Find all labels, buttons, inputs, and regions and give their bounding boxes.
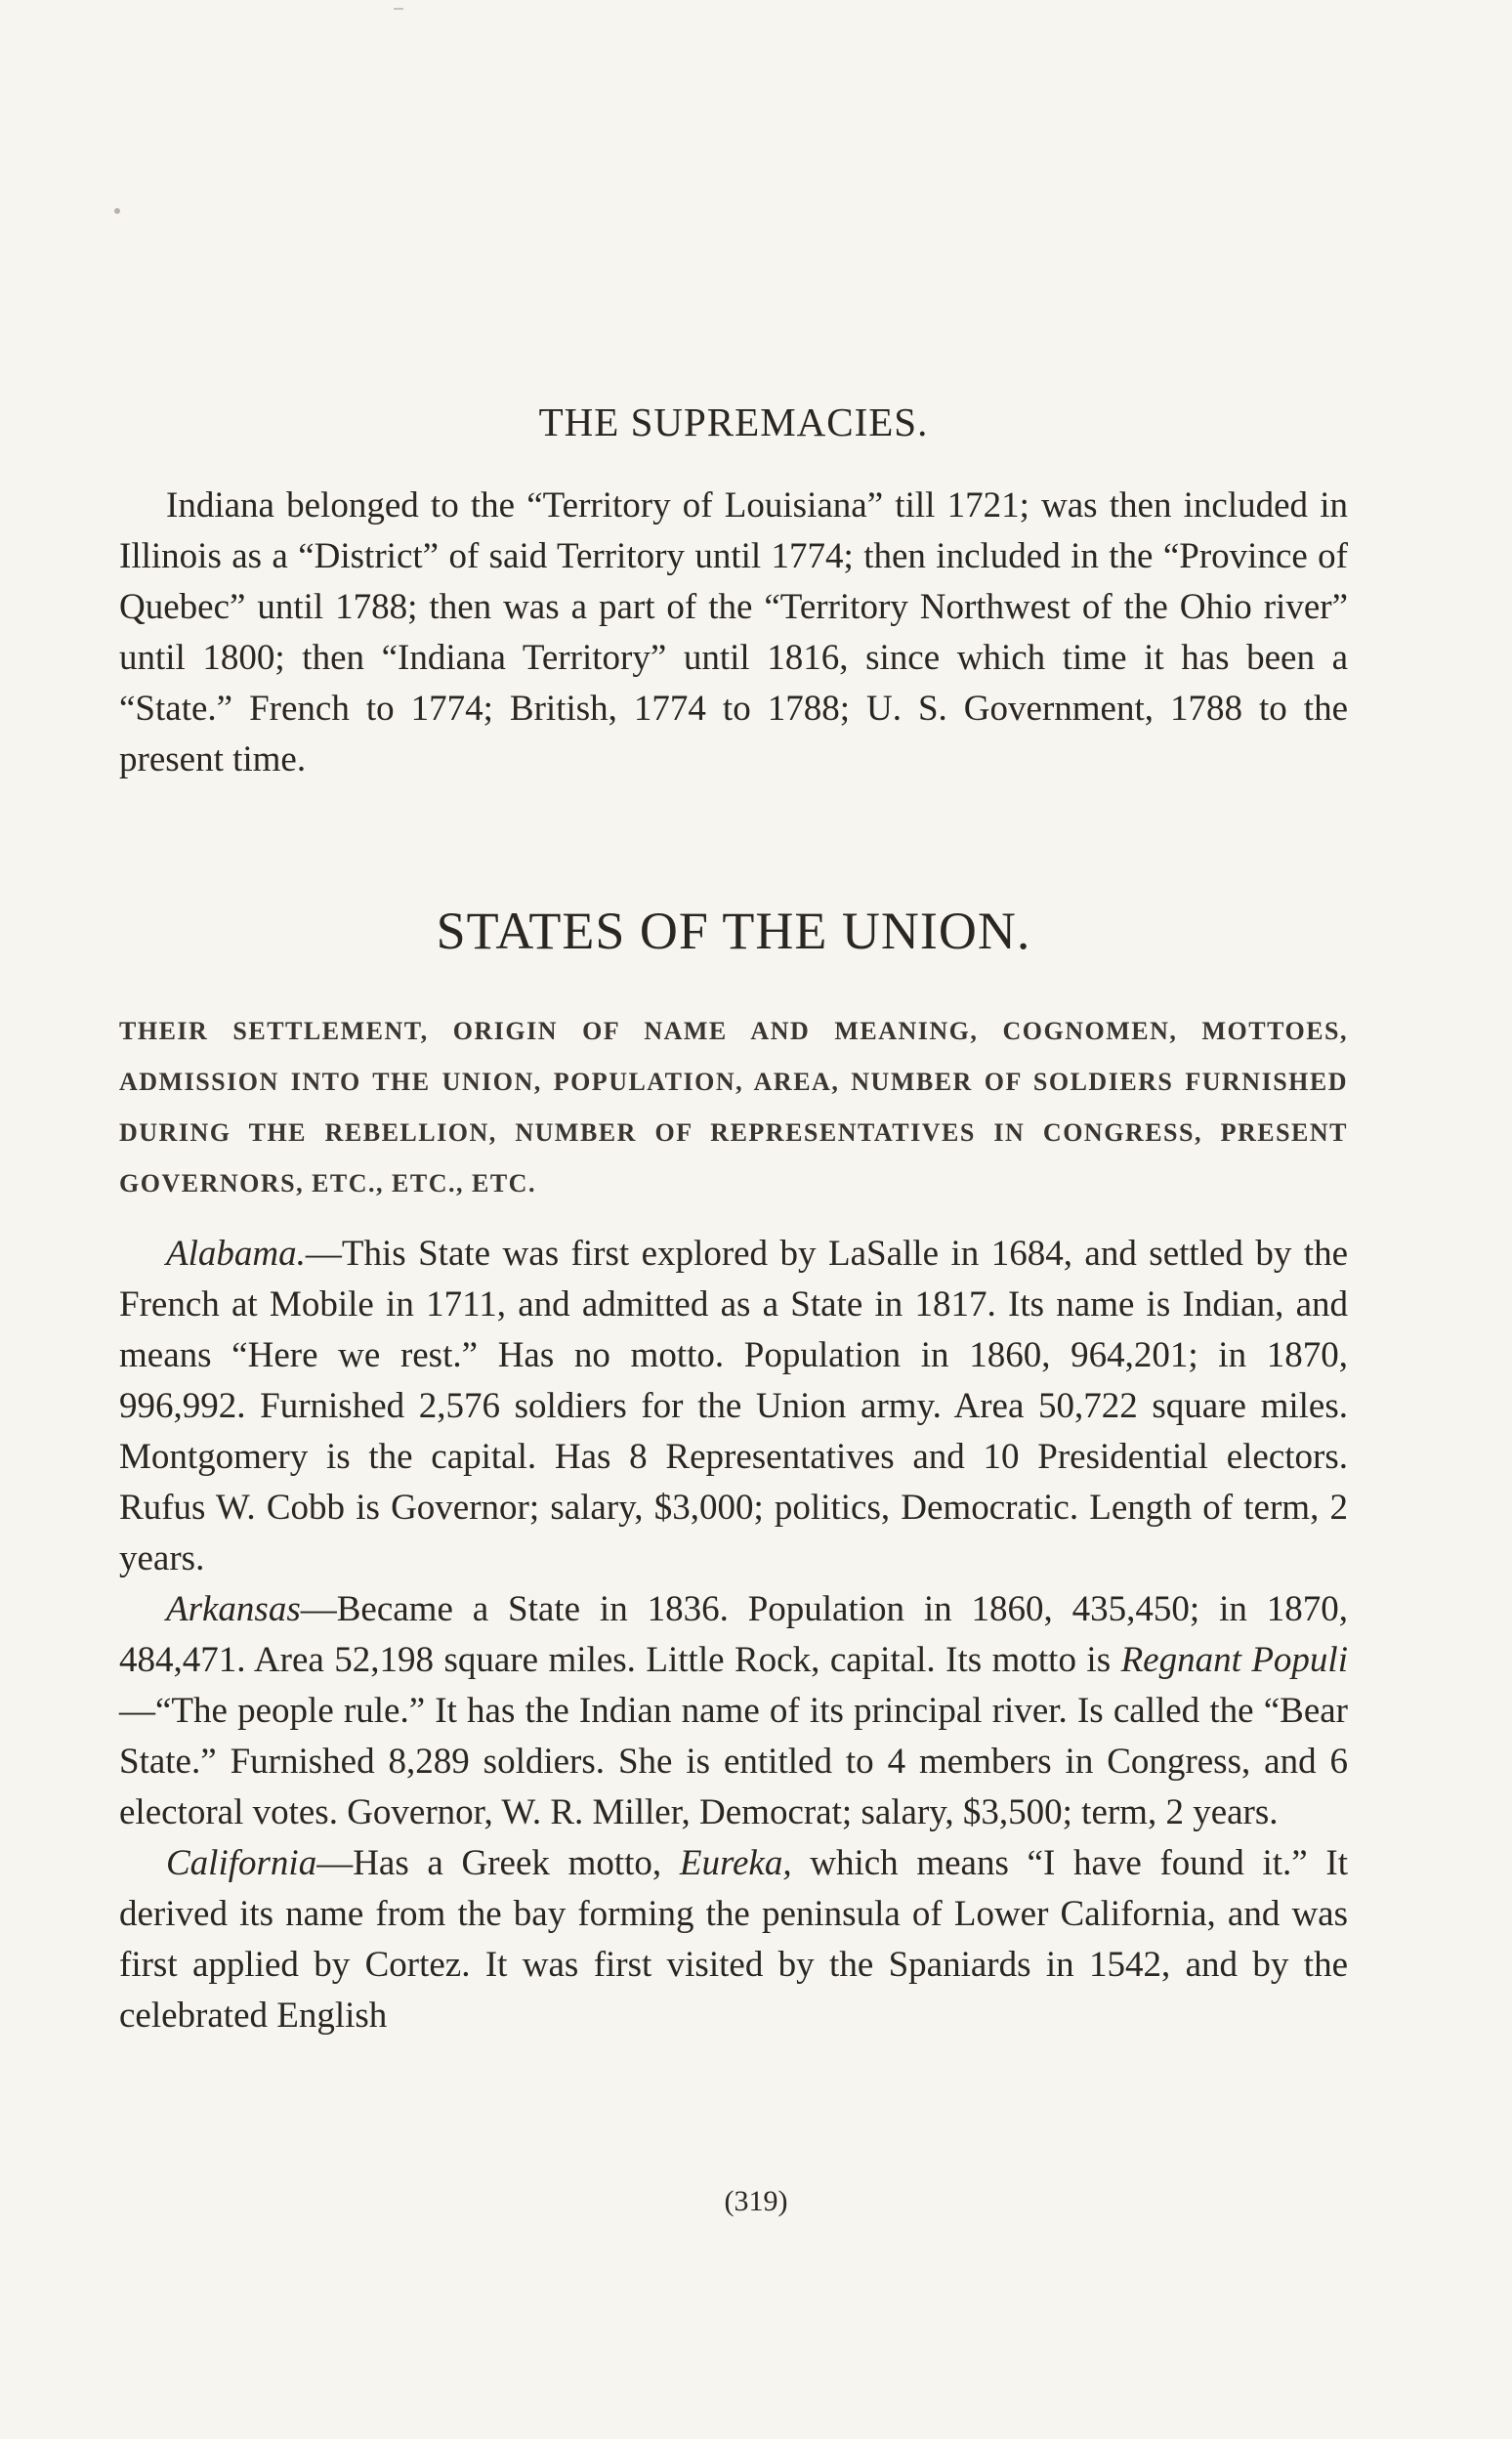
entry-motto: Eureka,: [679, 1843, 792, 1883]
entry-arkansas: [119, 1584, 1348, 1838]
entry-name: Arkansas: [166, 1589, 301, 1629]
entry-motto: Regnant Populi: [1120, 1640, 1348, 1680]
entry-text: —Has a Greek motto,: [316, 1843, 680, 1883]
entry-text: —“The people rule.” It has the Indian name of its principal river. Is called the “Bear State.” Furnished 8,289 soldiers. She is entitled to 4 members in Congress, and 6 electoral votes. Governor, W. R. Miller, Democrat; salary, $3,500; term, 2 years.: [119, 1691, 1348, 1832]
entry-name: Alabama.: [166, 1234, 306, 1274]
page-title: THE SUPREMACIES.: [538, 399, 929, 444]
entries: [119, 1229, 1348, 2041]
intro-paragraph: Indiana belonged to the “Territory of Louisiana” till 1721; was then included in Illinois as a “District” of said Territory until 1774; then included in the “Province of Quebec” until 1788; then was a part of the “Territory Northwest of the Ohio river” until 1800; then “Indiana Territory” until 1816, since which time it has been a “State.” French to 1774; British, 1774 to 1788; U. S. Government, 1788 to the present time.: [119, 485, 1348, 779]
entry-california: [119, 1838, 1348, 2041]
entry-text: —This State was first explored by LaSalle in 1684, and settled by the French at Mobile in 1711, and admitted as a State in 1817. Its name is Indian, and means “Here we rest.” Has no motto. Population in 1860, 964,201; in 1870, 996,992. Furnished 2,576 soldiers for the Union army. Area 50,722 square miles. Montgomery is the capital. Has 8 Representatives and 10 Presidential electors. Rufus W. Cobb is Governor; salary, $3,000; politics, Democratic. Length of term, 2 years.: [119, 1234, 1348, 1578]
entry-alabama: [119, 1229, 1348, 1584]
entry-name: California: [166, 1843, 317, 1883]
print-mark: [394, 8, 403, 10]
page-header: [119, 399, 1348, 445]
paper-speck: [114, 208, 120, 214]
entry-text: which means “I have found it.” It derived its name from the bay forming the peninsula of Lower California, and was first applied by Cortez. It was first visited by the Spaniards in 1542, and by the celebrated English: [119, 1843, 1348, 2036]
intro-paragraph-block: [119, 481, 1348, 785]
section-title: STATES OF THE UNION.: [436, 902, 1031, 960]
section-subtitle: THEIR SETTLEMENT, ORIGIN OF NAME AND MEANING, COGNOMEN, MOTTOES, ADMISSION INTO THE UNION, POPULATION, AREA, NUMBER OF SOLDIERS FURNISHED DURING THE REBELLION, NUMBER OF REPRESENTATIVES IN CONGRESS, PRESENT GOVERNORS, ETC., ETC., ETC.: [119, 1017, 1348, 1198]
section-subtitle-block: [119, 1006, 1348, 1209]
page-number: (319): [724, 2185, 788, 2217]
entry-text: —Became a State in 1836. Population in 1860, 435,450; in 1870, 484,471. Area 52,198 square miles. Little Rock, capital. Its motto is: [119, 1589, 1348, 1680]
section-heading: [119, 901, 1348, 961]
